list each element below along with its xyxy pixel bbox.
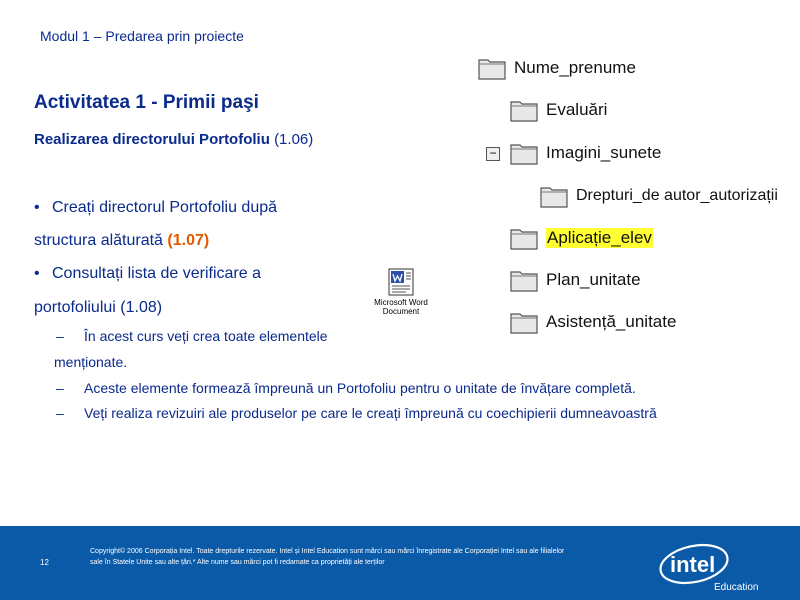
- bullet-1: [34, 199, 277, 217]
- activity-subtitle: [34, 131, 313, 148]
- activity-title: Activitatea 1 - Primii paşi: [34, 92, 259, 113]
- bullet-dot-icon: •: [34, 265, 40, 282]
- subtitle-text: Realizarea directorului Portofoliu: [34, 131, 270, 148]
- tree-label: Evaluări: [546, 100, 608, 119]
- folder-icon: [510, 141, 538, 165]
- subtitle-ref: (1.06): [274, 131, 314, 148]
- logo-word: intel: [670, 552, 716, 577]
- tree-item-evaluari[interactable]: [510, 94, 607, 126]
- word-document-label: [366, 298, 436, 316]
- copyright-line-1: Copyright© 2006 Corporația Intel. Toate drepturile rezervate. Intel și Intel Education sunt mărci sau mărci înregistrate ale Corporației Intel sau ale filialelor: [90, 548, 565, 555]
- bullet-1-text-2: structura alăturată: [34, 232, 163, 249]
- tree-item-asistenta-unitate[interactable]: [510, 306, 676, 338]
- word-document-label-2: Document: [382, 307, 420, 316]
- subitem-1: [56, 328, 328, 344]
- folder-icon: [510, 268, 538, 292]
- bullet-2-cont: [34, 299, 162, 317]
- folder-icon: [510, 98, 538, 122]
- bullet-2-text: Consultați lista de verificare a: [52, 265, 261, 282]
- subitem-2-text: Aceste elemente formează împreună un Portofoliu pentru o unitate de învățare completă.: [84, 380, 636, 396]
- page-number: 12: [40, 558, 49, 567]
- copyright-text: [90, 546, 610, 568]
- folder-icon: [510, 226, 538, 250]
- folder-icon: [510, 310, 538, 334]
- word-document-object[interactable]: [366, 268, 436, 316]
- subitem-1-cont: [54, 354, 127, 370]
- bullet-1-cont: [34, 232, 209, 250]
- bullet-2: [34, 265, 261, 283]
- bullet-dot-icon: •: [34, 199, 40, 216]
- collapse-icon[interactable]: −: [486, 147, 500, 161]
- bullet-2-text-2: portofoliului (1.08): [34, 299, 163, 316]
- logo-sub: Education: [714, 582, 759, 593]
- copyright-line-2: sale în Statele Unite sau alte țări.* Alte nume sau mărci pot fi redamate ca proprietăți ale terților: [90, 559, 385, 566]
- intel-education-logo: [656, 540, 766, 594]
- subitem-3: [56, 405, 657, 421]
- word-document-label-1: Microsoft Word: [374, 298, 428, 307]
- tree-label: Nume_prenume: [514, 58, 636, 77]
- tree-label: Plan_unitate: [546, 270, 641, 289]
- dash-icon: –: [56, 380, 64, 396]
- tree-item-plan-unitate[interactable]: [510, 264, 641, 296]
- dash-icon: –: [56, 328, 64, 344]
- subitem-1-text: În acest curs veți crea toate elementele: [84, 328, 328, 344]
- tree-label: Drepturi_de autor_autorizații: [576, 187, 778, 204]
- bullet-1-text: Creați directorul Portofoliu după: [52, 199, 278, 216]
- word-document-icon: [388, 268, 414, 296]
- tree-item-aplicatie-elev[interactable]: [510, 222, 653, 254]
- dash-icon: –: [56, 405, 64, 421]
- subitem-3-text: Veți realiza revizuiri ale produselor pe care le creați împreună cu coechipierii dumneavoastră: [84, 405, 657, 421]
- bullet-1-ref: (1.07): [167, 232, 210, 249]
- tree-label: Asistență_unitate: [546, 312, 677, 331]
- module-title: Modul 1 – Predarea prin proiecte: [40, 28, 244, 44]
- tree-label-highlighted: Aplicație_elev: [547, 228, 652, 247]
- tree-item-drepturi[interactable]: [540, 180, 778, 212]
- folder-icon: [478, 56, 506, 80]
- subitem-2: [56, 380, 636, 396]
- tree-item-nume-prenume[interactable]: [478, 52, 636, 84]
- subitem-1-text-2: menționate.: [54, 354, 128, 370]
- folder-icon: [540, 184, 568, 208]
- tree-label: Imagini_sunete: [546, 143, 662, 162]
- tree-item-imagini-sunete[interactable]: [510, 137, 661, 169]
